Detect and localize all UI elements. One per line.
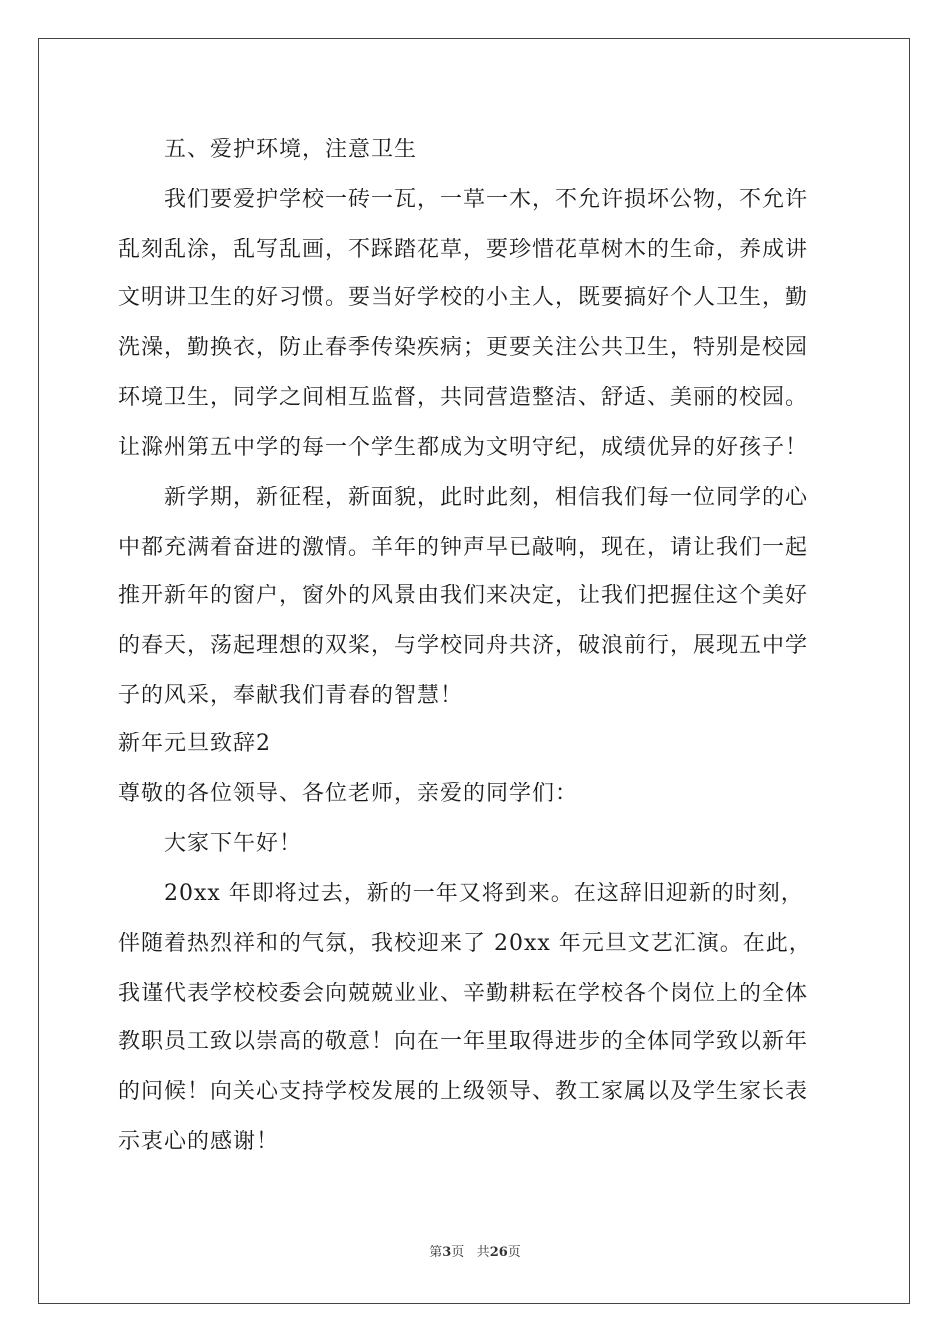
paragraph-line: 我谨代表学校校委会向兢兢业业、辛勤耕耘在学校各个岗位上的全体 xyxy=(118,982,809,1006)
paragraph-line: 的春天，荡起理想的双桨，与学校同舟共济，破浪前行，展现五中学 xyxy=(118,634,809,658)
paragraph-line: 环境卫生，同学之间相互监督，共同营造整洁、舒适、美丽的校园。 xyxy=(118,386,809,410)
paragraph-line: 新学期，新征程，新面貌，此时此刻，相信我们每一位同学的心 xyxy=(164,486,809,510)
page-footer xyxy=(0,1245,950,1261)
salutation: 尊敬的各位领导、各位老师，亲爱的同学们： xyxy=(118,782,579,806)
paragraph-line: 的问候！向关心支持学校发展的上级领导、教工家属以及学生家长表 xyxy=(118,1080,809,1104)
article-title: 新年元旦致辞2 xyxy=(118,732,271,756)
section-heading: 五、爱护环境，注意卫生 xyxy=(164,138,418,162)
paragraph-line: 洗澡，勤换衣，防止春季传染疾病；更要关注公共卫生，特别是校园 xyxy=(118,336,809,360)
page-number: 3 xyxy=(442,1245,452,1260)
footer-total-suffix: 页 xyxy=(507,1245,521,1260)
paragraph-line: 20xx 年即将过去，新的一年又将到来。在这辞旧迎新的时刻， xyxy=(164,882,804,906)
footer-total-prefix: 共 xyxy=(476,1245,490,1260)
total-pages: 26 xyxy=(489,1245,508,1260)
paragraph-line: 中都充满着奋进的激情。羊年的钟声早已敲响，现在，请让我们一起 xyxy=(118,536,809,560)
greeting: 大家下午好！ xyxy=(164,832,303,856)
paragraph-line: 伴随着热烈祥和的气氛，我校迎来了 20xx 年元旦文艺汇演。在此， xyxy=(118,932,812,956)
paragraph-line: 文明讲卫生的好习惯。要当好学校的小主人，既要搞好个人卫生，勤 xyxy=(118,286,809,310)
paragraph-line: 让滁州第五中学的每一个学生都成为文明守纪，成绩优异的好孩子！ xyxy=(118,436,809,460)
paragraph-line: 我们要爱护学校一砖一瓦，一草一木，不允许损坏公物，不允许 xyxy=(164,188,809,212)
page-border xyxy=(38,38,910,1304)
paragraph-line: 教职员工致以崇高的敬意！向在一年里取得进步的全体同学致以新年 xyxy=(118,1030,809,1054)
footer-page-suffix: 页 xyxy=(451,1245,465,1260)
paragraph-line: 推开新年的窗户，窗外的风景由我们来决定，让我们把握住这个美好 xyxy=(118,584,809,608)
paragraph-line: 乱刻乱涂，乱写乱画，不踩踏花草，要珍惜花草树木的生命，养成讲 xyxy=(118,238,809,262)
footer-prefix: 第 xyxy=(429,1245,443,1260)
paragraph-line: 子的风采，奉献我们青春的智慧！ xyxy=(118,684,464,708)
paragraph-line: 示衷心的感谢！ xyxy=(118,1130,280,1154)
